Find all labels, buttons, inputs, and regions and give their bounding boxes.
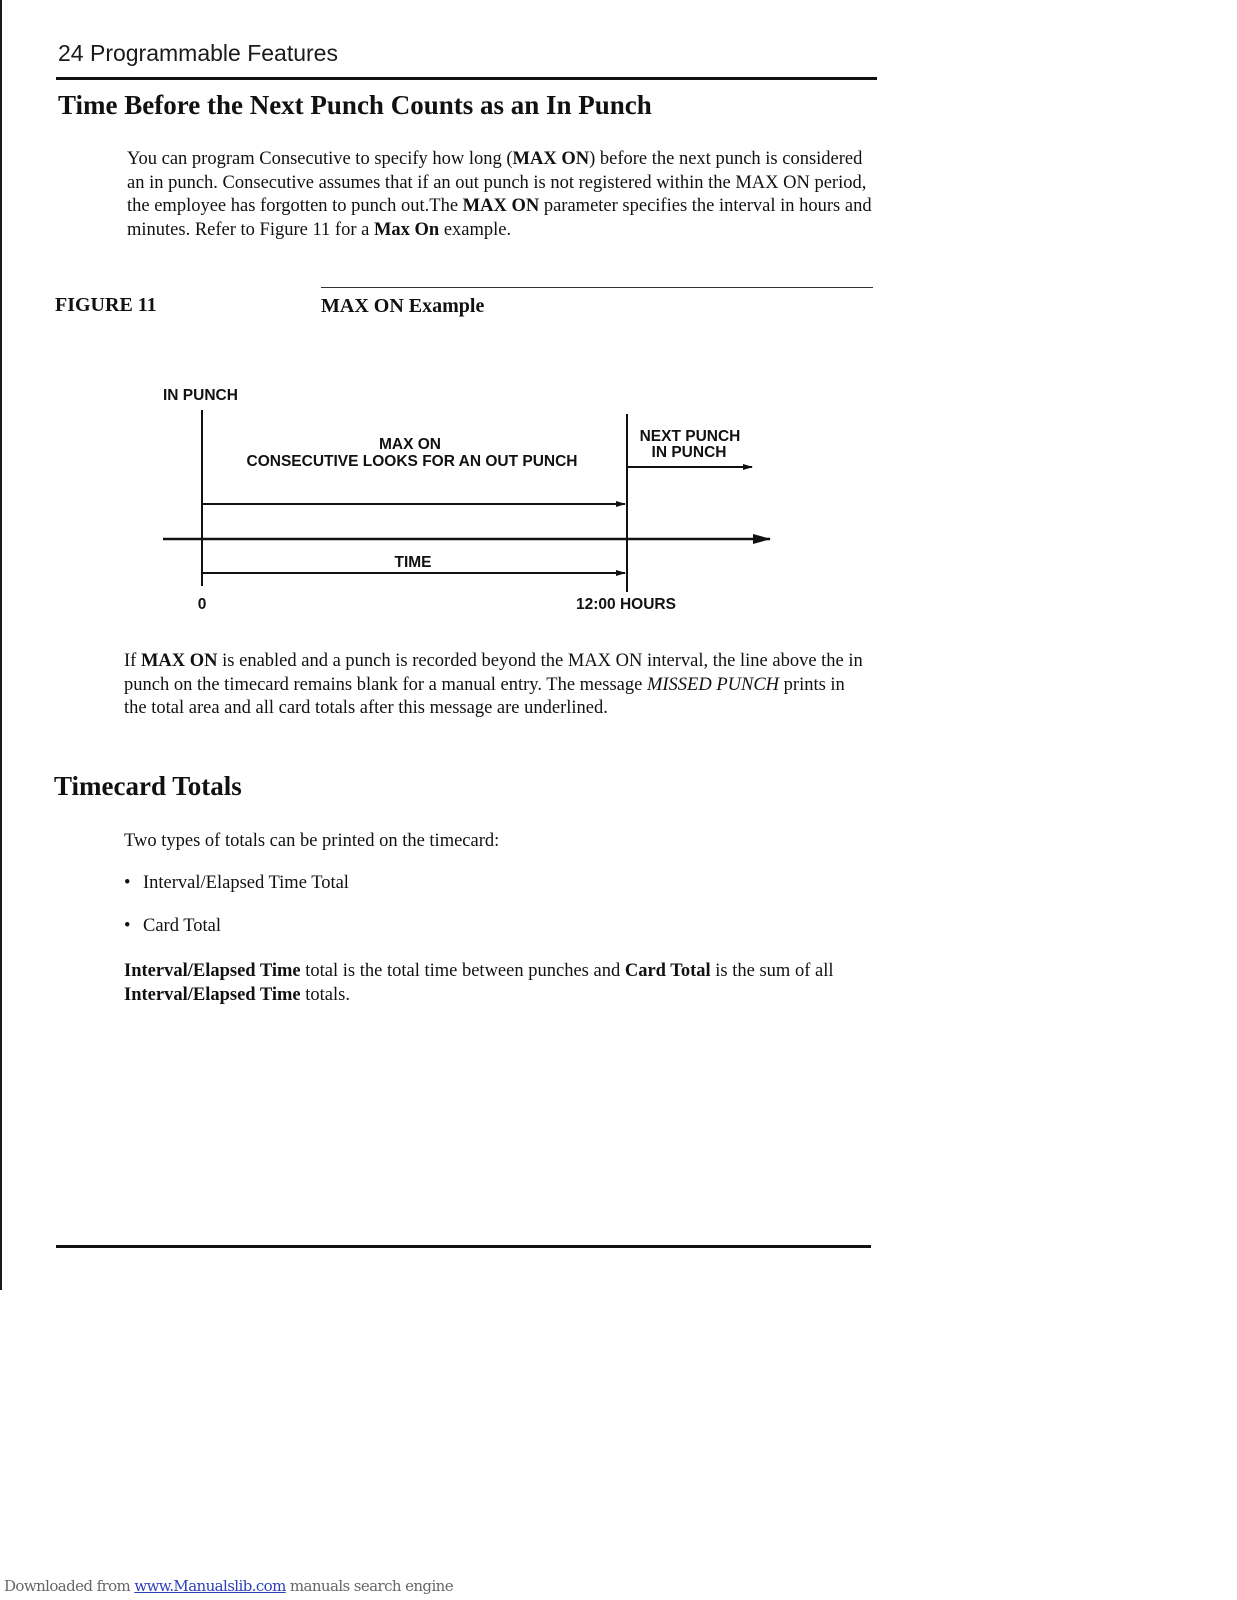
figure-label: FIGURE 11 — [55, 294, 157, 316]
max-on-diagram — [0, 0, 1237, 640]
totals-paragraph — [124, 960, 872, 1007]
bullet-icon: • — [124, 916, 131, 936]
text-run: If — [124, 651, 141, 671]
text-run-bold: MAX ON — [462, 196, 540, 216]
text-run: You can program Consecutive to specify how long ( — [127, 149, 513, 169]
text-run: parameter specifies the interval in hours and minutes. Refer to Figure 11 for a — [127, 196, 872, 240]
section-title-time-before-next-punch: Time Before the Next Punch Counts as an In Punch — [58, 90, 652, 120]
text-run-bold: Max On — [373, 219, 440, 240]
in-punch-label: IN PUNCH — [163, 387, 238, 404]
text-run: is enabled and a punch is recorded beyond the MAX ON interval, the line above the in punch on the timecard remains blank for a manual entry. The message — [124, 651, 863, 695]
text-run-bold: Interval/Elapsed Time — [124, 984, 301, 1005]
footer-prefix: Downloaded from — [4, 1577, 135, 1595]
text-run: example. — [439, 219, 512, 240]
text-run: prints in the total area and all card totals after this message are underlined. — [124, 674, 845, 718]
text-run-bold: MAX ON — [512, 149, 590, 169]
figure-caption: MAX ON Example — [321, 295, 485, 317]
text-run-bold: MAX ON — [140, 651, 218, 671]
next-in-punch-label: IN PUNCH — [651, 444, 727, 461]
manualslib-link[interactable]: www.Manualslib.com — [134, 1577, 286, 1595]
next-punch-label: NEXT PUNCH — [639, 428, 741, 445]
text-run: total is the total time between punches and — [300, 961, 625, 981]
running-head: 24 Programmable Features — [58, 40, 338, 66]
text-run: totals. — [300, 984, 350, 1005]
max-on-paragraph — [124, 650, 872, 721]
text-run-bold: Interval/Elapsed Time — [124, 961, 301, 981]
hours-label: 12:00 HOURS — [576, 596, 676, 613]
bullet-icon: • — [124, 873, 131, 893]
list-item-label: Card Total — [143, 916, 222, 936]
section-title-timecard-totals: Timecard Totals — [54, 771, 242, 801]
timecard-totals-intro: Two types of totals can be printed on the timecard: — [124, 831, 500, 851]
list-item-label: Interval/Elapsed Time Total — [143, 873, 349, 893]
consecutive-label: CONSECUTIVE LOOKS FOR AN OUT PUNCH — [246, 453, 578, 470]
text-run: is the sum of all — [710, 961, 834, 981]
text-run-bold: Card Total — [624, 961, 711, 981]
text-run-italic: MISSED PUNCH — [646, 674, 780, 695]
max-on-label: MAX ON — [379, 436, 441, 453]
zero-label: 0 — [197, 596, 207, 613]
text-run: ) before the next punch is considered an in punch. Consecutive assumes that if an out punch is not registered within the MAX ON period, the employee has forgotten to punch out.The — [127, 149, 867, 216]
footer-suffix: manuals search engine — [285, 1577, 453, 1595]
download-footer — [4, 1577, 453, 1595]
footer-rule — [56, 1245, 871, 1248]
time-label: TIME — [394, 554, 432, 571]
